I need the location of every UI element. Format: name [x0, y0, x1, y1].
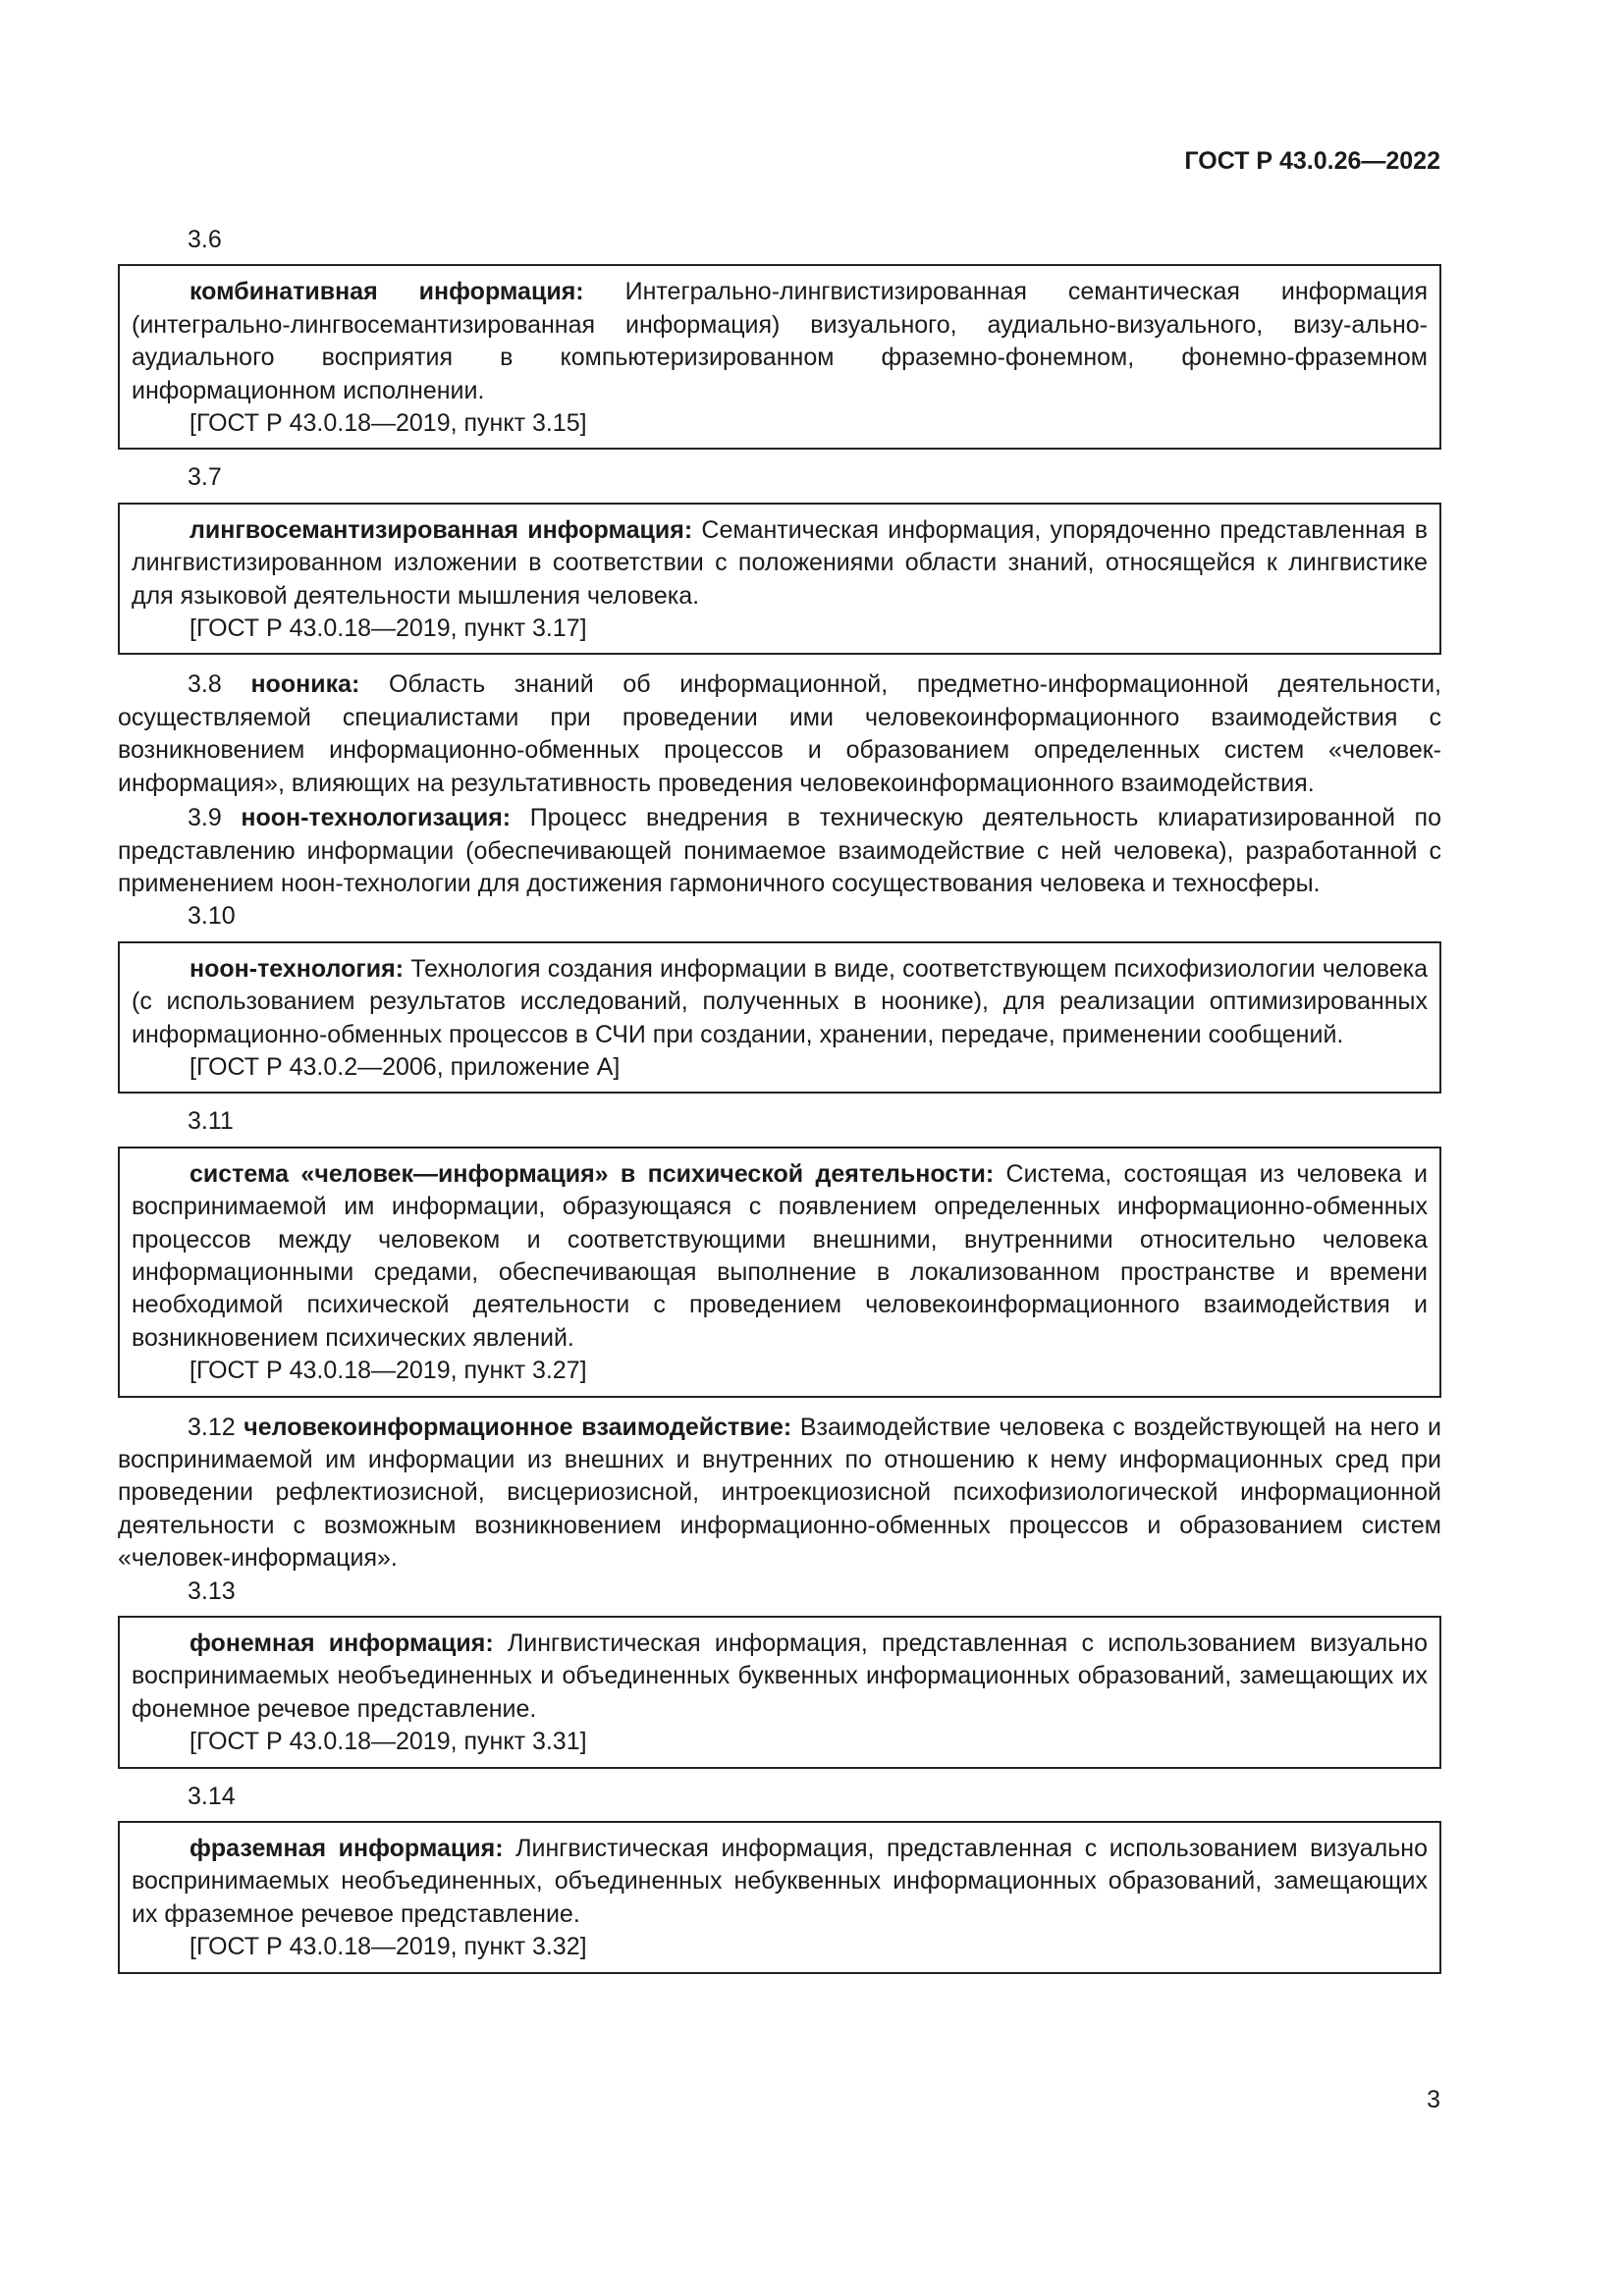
term: человекоинформационное взаимодействие: [244, 1413, 792, 1441]
definition [132, 514, 1428, 613]
entry-number: 3.6 [188, 226, 222, 253]
source-reference: [ГОСТ Р 43.0.18—2019, пункт 3.27] [189, 1357, 587, 1385]
definition [118, 1412, 1441, 1575]
definition-text: Семантическая информация, упорядоченно представленная в лингвистизированном изложении в соответствии с положениями области знаний, относящейся к лингвистике для языковой деятельности мышления человека. [132, 515, 1428, 610]
term: нооника: [250, 670, 360, 699]
entry-number: 3.10 [188, 902, 236, 931]
plain-definitions [118, 668, 1441, 900]
document-body [118, 224, 1441, 1986]
entry-number: 3.7 [188, 463, 222, 492]
plain-definitions [118, 1412, 1441, 1575]
entry-number: 3.12 [188, 1413, 236, 1441]
definition-text: Процесс внедрения в техническую деятельность клиаратизированной по представлению информации (обеспечивающей понимаемое взаимодействие с ней человека), разработанной с применением ноон-технологии для достижения гармоничного сосуществования человека и техносферы. [118, 804, 1441, 897]
term: лингвосемантизированная информация: [189, 515, 693, 544]
definition [118, 668, 1441, 800]
definition [132, 1158, 1428, 1355]
term: ноон-технология: [189, 954, 405, 983]
definition [132, 1628, 1428, 1726]
definition-text: Лингвистическая информация, представленная с использованием визуально воспринимаемых необъединенных и объединенных буквенных информационных образований, замещающих их фонемное речевое представление. [132, 1629, 1428, 1723]
definition-box [118, 503, 1441, 656]
term: комбинативная информация: [189, 278, 584, 306]
definition-box [118, 941, 1441, 1095]
definition-box [118, 1821, 1441, 1974]
definition-text: Технология создания информации в виде, соответствующем психофизиологии человека (с использованием результатов исследований, полученных в ноонике), для реализации оптимизированных информационно-обменных процессов в СЧИ при создании, хранении, передаче, применении сообщений. [132, 954, 1428, 1048]
source-reference: [ГОСТ Р 43.0.18—2019, пункт 3.31] [189, 1728, 587, 1756]
term: фонемная информация: [189, 1629, 494, 1658]
entry-number: 3.14 [188, 1782, 236, 1810]
definition [132, 1833, 1428, 1931]
entry-number: 3.11 [188, 1107, 234, 1136]
source-reference: [ГОСТ Р 43.0.18—2019, пункт 3.32] [189, 1933, 587, 1961]
definition-text: Взаимодействие человека с воздействующей на него и воспринимаемой им информации из внешних и внутренних по отношению к нему информационных сред при проведении рефлектиозисной, висцериозисной, интроекциозисной психофизиологической информационной деятельности с возможным возникновением информационно-обменных процессов и образованием систем «человек-информация». [118, 1413, 1441, 1573]
term: ноон-технологизация: [241, 804, 512, 832]
definition [118, 802, 1441, 900]
page-number: 3 [1427, 2086, 1440, 2113]
source-reference: [ГОСТ Р 43.0.2—2006, приложение А] [189, 1052, 621, 1081]
definition-box [118, 264, 1441, 450]
definition-box [118, 1147, 1441, 1398]
definition [132, 953, 1428, 1051]
source-reference: [ГОСТ Р 43.0.18—2019, пункт 3.15] [189, 409, 587, 438]
entry-number: 3.8 [188, 670, 222, 699]
source-reference: [ГОСТ Р 43.0.18—2019, пункт 3.17] [189, 614, 587, 643]
definition-text: Интегрально-лингвистизированная семантическая информация (интегрально-лингвосемантизированная информация) визуального, аудиально-визуального, визу-ально-аудиального восприятия в компьютеризированном фраземно-фонемном, фонемно-фраземном информационном исполнении. [132, 278, 1428, 404]
definition-text: Лингвистическая информация, представленная с использованием визуально воспринимаемых необъединенных, объединенных небуквенных информационных образований, замещающих их фраземное речевое представление. [132, 1835, 1428, 1928]
term: система «человек—информация» в психической деятельности: [189, 1159, 995, 1188]
definition-box [118, 1616, 1441, 1769]
entry-number: 3.9 [188, 804, 222, 832]
definition-text: Область знаний об информационной, предметно-информационной деятельности, осуществляемой специалистами при проведении ими человекоинформационного взаимодействия с возникновением информационно-обменных процессов и образованием определенных систем «человек-информация», влияющих на результативность проведения человекоинформационного взаимодействия. [118, 670, 1441, 797]
entry-number: 3.13 [188, 1576, 236, 1605]
definition [132, 276, 1428, 407]
term: фраземная информация: [189, 1835, 504, 1863]
definition-text: Система, состоящая из человека и воспринимаемой им информации, образующаяся с появлением определенных информационно-обменных процессов между человеком и соответствующими внешними, внутренними относительно человека информационными средами, обеспечивающая выполнение в локализованном пространстве и времени необходимой психической деятельности с проведением человекоинформационного взаимодействия и возникновением психических явлений. [132, 1159, 1428, 1352]
document-code: ГОСТ Р 43.0.26—2022 [1184, 147, 1440, 175]
